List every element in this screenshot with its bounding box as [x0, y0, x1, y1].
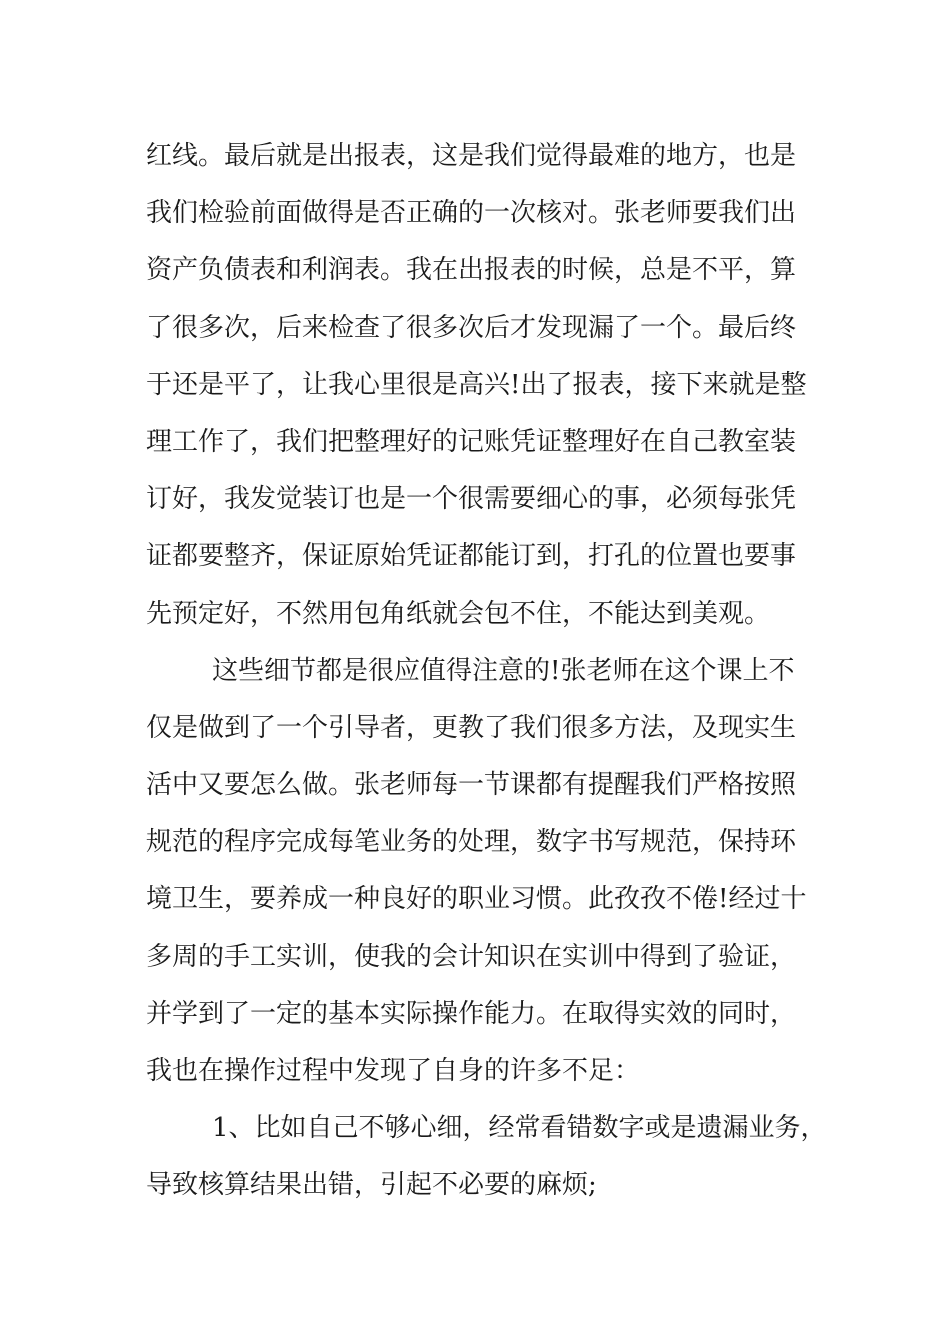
text-line: 先预定好，不然用包角纸就会包不住，不能达到美观。	[146, 598, 771, 629]
text-line: 资产负债表和利润表。我在出报表的时候，总是不平，算	[146, 255, 797, 286]
text-line: 多周的手工实训，使我的会计知识在实训中得到了验证，	[146, 941, 797, 972]
text-line: 订好，我发觉装订也是一个很需要细心的事，必须每张凭	[146, 484, 797, 515]
text-line: 境卫生，要养成一种良好的职业习惯。此孜孜不倦!经过十	[146, 884, 807, 915]
text-line: 理工作了，我们把整理好的记账凭证整理好在自己教室装	[146, 426, 797, 457]
text-line: 导致核算结果出错，引起不必要的麻烦;	[146, 1170, 597, 1201]
paragraph-first-line: 这些细节都是很应值得注意的!张老师在这个课上不	[212, 655, 795, 686]
document-body	[146, 128, 836, 1215]
text-line: 规范的程序完成每笔业务的处理，数字书写规范，保持环	[146, 827, 797, 858]
list-item-first-line: 1、比如自己不够心细，经常看错数字或是遗漏业务，	[212, 1113, 827, 1144]
text-line: 活中又要怎么做。张老师每一节课都有提醒我们严格按照	[146, 770, 797, 801]
text-line: 于还是平了，让我心里很是高兴!出了报表，接下来就是整	[146, 369, 807, 400]
text-line: 红线。最后就是出报表，这是我们觉得最难的地方，也是	[146, 141, 797, 171]
text-line: 我们检验前面做得是否正确的一次核对。张老师要我们出	[146, 198, 797, 229]
text-line: 了很多次，后来检查了很多次后才发现漏了一个。最后终	[146, 312, 797, 343]
text-line: 仅是做到了一个引导者，更教了我们很多方法，及现实生	[146, 712, 797, 743]
text-line: 证都要整齐，保证原始凭证都能订到，打孔的位置也要事	[146, 541, 797, 572]
text-line: 并学到了一定的基本实际操作能力。在取得实效的同时，	[146, 998, 797, 1029]
text-line: 我也在操作过程中发现了自身的许多不足：	[146, 1056, 641, 1086]
